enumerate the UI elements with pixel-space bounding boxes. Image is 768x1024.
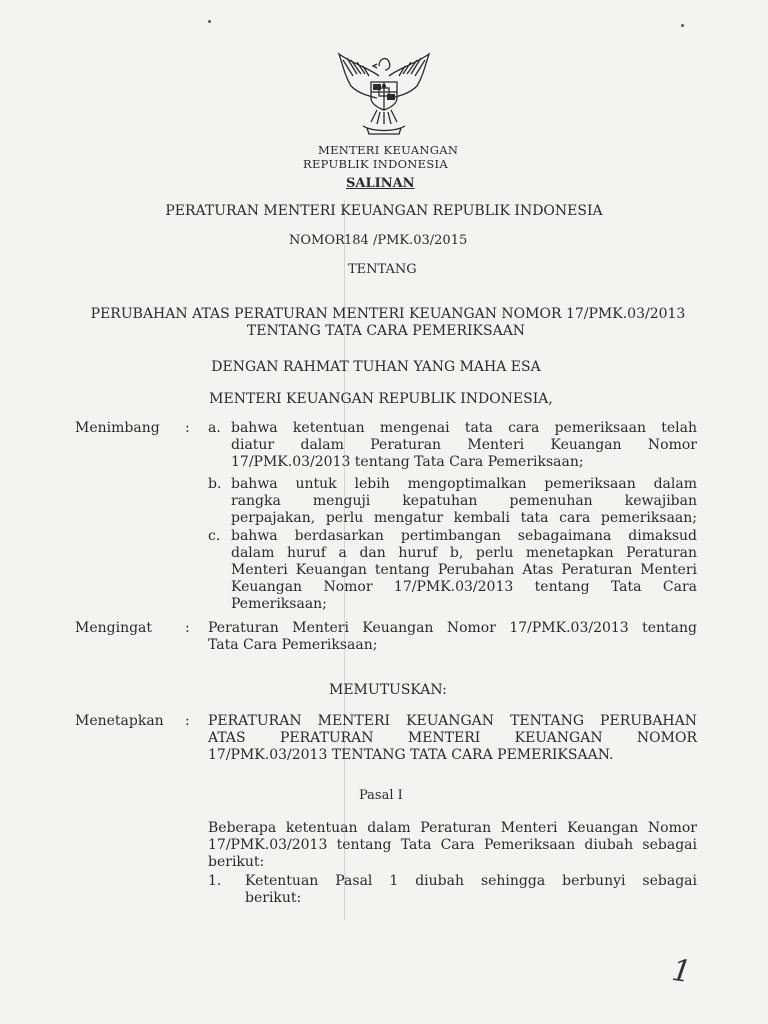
pasal-intro-line: berikut: (208, 854, 265, 870)
ministry-line2: REPUBLIK INDONESIA (303, 157, 448, 171)
title-line-1: PERUBAHAN ATAS PERATURAN MENTERI KEUANGAN NOMOR 17/PMK.03/2013 (90, 306, 686, 322)
ministry-line1: MENTERI KEUANGAN (318, 143, 459, 157)
memutuskan-heading: MEMUTUSKAN: (329, 682, 447, 698)
mengingat-line: Peraturan Menteri Keuangan Nomor 17/PMK.03/2013 tentang (208, 620, 697, 636)
menimbang-b-line: bahwa untuk lebih mengoptimalkan pemeriksaan dalam (231, 476, 697, 492)
nomor-label: NOMOR (289, 233, 345, 248)
tentang-label: TENTANG (348, 262, 417, 277)
menetapkan-line: PERATURAN MENTERI KEUANGAN TENTANG PERUBAHAN (208, 713, 697, 729)
regulation-title: PERATURAN MENTERI KEUANGAN REPUBLIK INDONESIA (165, 203, 603, 219)
menimbang-c-line: Keuangan Nomor 17/PMK.03/2013 tentang Tata Cara (231, 579, 697, 595)
menimbang-a-marker: a. (208, 420, 221, 436)
menetapkan-colon: : (185, 713, 190, 729)
scan-speck (681, 24, 684, 27)
pasal-item-line: berikut: (245, 890, 302, 906)
menimbang-b-marker: b. (208, 476, 222, 492)
menetapkan-line: 17/PMK.03/2013 TENTANG TATA CARA PEMERIKSAAN. (208, 747, 614, 763)
garuda-emblem-icon (333, 46, 435, 138)
title-line-2: TENTANG TATA CARA PEMERIKSAAN (246, 323, 526, 339)
menimbang-b-line: rangka menguji kepatuhan pemenuhan kewajiban (231, 493, 697, 509)
menimbang-c-line: bahwa berdasarkan pertimbangan sebagaimana dimaksud (231, 528, 697, 544)
pasal-heading: Pasal I (359, 788, 403, 803)
menimbang-b-line: perpajakan, perlu mengatur kembali tata cara pemeriksaan; (231, 510, 697, 526)
menteri-line: MENTERI KEUANGAN REPUBLIK INDONESIA, (209, 391, 553, 407)
mengingat-label: Mengingat (75, 620, 153, 636)
mengingat-colon: : (185, 620, 190, 636)
salinan-label: SALINAN (346, 176, 415, 191)
menimbang-c-line: dalam huruf a dan huruf b, perlu menetapkan Peraturan (231, 545, 697, 561)
pasal-item-number: 1. (208, 873, 222, 889)
menimbang-c-line: Menteri Keuangan tentang Perubahan Atas Peraturan Menteri (231, 562, 697, 578)
rahmat-line: DENGAN RAHMAT TUHAN YANG MAHA ESA (211, 359, 541, 375)
menimbang-a-line: 17/PMK.03/2013 tentang Tata Cara Pemeriksaan; (231, 454, 584, 470)
menetapkan-label: Menetapkan (75, 713, 164, 729)
menimbang-colon: : (185, 420, 190, 436)
nomor-value: 184 /PMK.03/2015 (344, 233, 468, 248)
menimbang-c-marker: c. (208, 528, 221, 544)
menimbang-a-line: diatur dalam Peraturan Menteri Keuangan Nomor (231, 437, 697, 453)
pasal-intro-line: 17/PMK.03/2013 tentang Tata Cara Pemeriksaan diubah sebagai (208, 837, 697, 853)
handwritten-page-mark: 1 (669, 952, 694, 991)
scan-speck (208, 20, 211, 23)
pasal-intro-line: Beberapa ketentuan dalam Peraturan Menteri Keuangan Nomor (208, 820, 697, 836)
menimbang-label: Menimbang (75, 420, 160, 436)
pasal-item-line: Ketentuan Pasal 1 diubah sehingga berbunyi sebagai (245, 873, 697, 889)
menimbang-c-line: Pemeriksaan; (231, 596, 327, 612)
menetapkan-line: ATAS PERATURAN MENTERI KEUANGAN NOMOR (208, 730, 697, 746)
mengingat-line: Tata Cara Pemeriksaan; (208, 637, 378, 653)
menimbang-a-line: bahwa ketentuan mengenai tata cara pemeriksaan telah (231, 420, 697, 436)
